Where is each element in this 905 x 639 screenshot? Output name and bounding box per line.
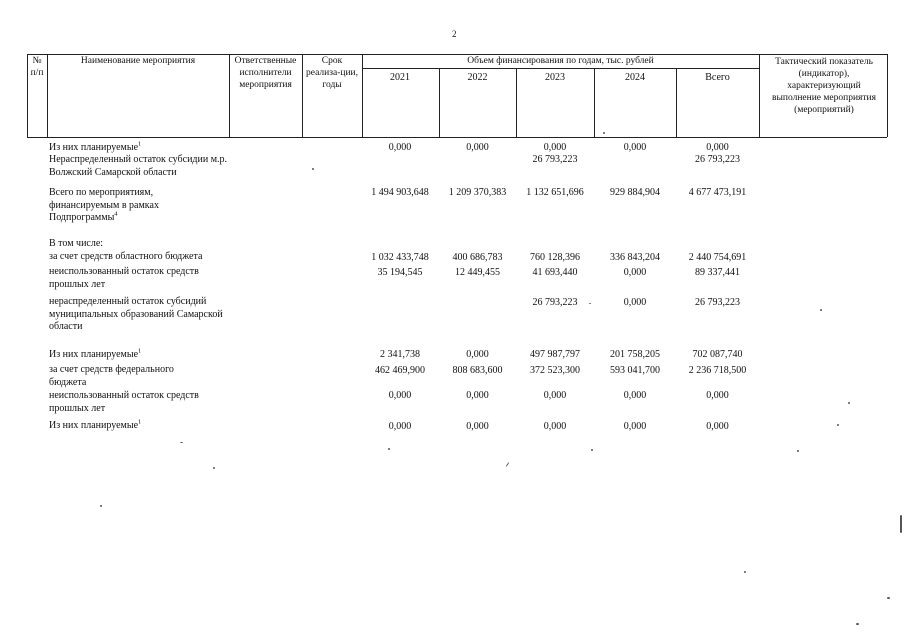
scan-speck <box>591 449 593 451</box>
row-value-total: 0,000 <box>706 421 729 432</box>
row-value-2022: 1 209 370,383 <box>448 187 507 198</box>
header-term: Срок реализа-ции, годы <box>306 56 358 90</box>
row-value-2022: 0,000 <box>466 349 489 360</box>
header-total: Всего <box>705 72 730 83</box>
row-label: Всего по мероприятиям, финансируемым в рамках Подпрограммы$^4$ <box>49 187 159 223</box>
scan-speck <box>603 132 605 134</box>
row-value-total: 2 440 754,691 <box>688 252 747 263</box>
row-value-2024: 0,000 <box>623 142 647 153</box>
row-value-2024: 593 041,700 <box>610 365 660 376</box>
row-value-total: 2 236 718,500 <box>688 365 747 376</box>
row-value-total: 0,000 <box>706 390 729 401</box>
scan-speck <box>820 309 822 311</box>
row-value-total: 702 087,740 <box>692 349 743 360</box>
row-label: за счет средств федерального бюджета <box>49 364 174 388</box>
row-value-2023: 760 128,396 <box>530 252 580 263</box>
row-value-2022: 808 683,600 <box>452 365 503 376</box>
row-value-2021: 0,000 <box>388 421 412 432</box>
row-value-2024: 0,000 <box>623 297 647 308</box>
row-value-2024: 929 884,904 <box>610 187 660 198</box>
scan-speck <box>837 424 839 426</box>
row-value-2022: 0,000 <box>466 421 489 432</box>
scan-speck <box>744 571 746 573</box>
row-label: за счет средств областного бюджета <box>49 251 203 262</box>
row-value-2022: 0,000 <box>466 390 489 401</box>
row-value-total: 89 337,441 <box>695 267 740 278</box>
col-line-10 <box>887 54 888 137</box>
scan-speck <box>213 467 215 469</box>
row-value-2023: 1 132 651,696 <box>526 187 584 198</box>
scan-speck <box>506 462 510 467</box>
header-year-2021: 2021 <box>390 72 410 83</box>
row-value-total: 4 677 473,191 <box>688 187 747 198</box>
row-label: Из них планируемые$^1$ <box>49 140 142 153</box>
row-value-2023: 26 793,223 <box>532 297 578 308</box>
row-value-2021: 0,000 <box>388 390 412 401</box>
header-indicator: Тактический показатель (индикатор), характеризующий выполнение мероприятия (мероприятий) <box>772 57 876 115</box>
row-value-2024: 0,000 <box>623 267 647 278</box>
row-value-2023: 372 523,300 <box>530 365 580 376</box>
row-value-2024: 336 843,204 <box>610 252 660 263</box>
row-value-total: 0,000 <box>706 142 729 153</box>
scan-speck <box>180 442 183 443</box>
row-value-2021: 462 469,900 <box>375 365 425 376</box>
row-value-2021: 35 194,545 <box>377 267 423 278</box>
scan-speck <box>856 623 859 625</box>
row-value-2021: 1 032 433,748 <box>371 252 429 263</box>
scan-speck <box>312 168 314 170</box>
row-value-2021: 0,000 <box>388 142 412 153</box>
col-line-9 <box>759 54 760 137</box>
row-value-2023: 41 693,440 <box>532 267 578 278</box>
row-value-2022: 0,000 <box>466 142 489 153</box>
col-line-3 <box>302 54 303 137</box>
row-value-2023: 0,000 <box>543 421 567 432</box>
row-label: неиспользованный остаток средств прошлых лет <box>49 266 199 290</box>
scan-speck <box>589 303 591 304</box>
header-responsible: Ответственные исполнители мероприятия <box>234 56 297 90</box>
row-label: неиспользованный остаток средств прошлых лет <box>49 390 199 414</box>
row-label: нераспределенный остаток субсидий муниципальных образований Самарской области <box>49 296 223 332</box>
row-value-total: 26 793,223 <box>695 297 740 308</box>
scan-speck <box>100 505 102 507</box>
row-value-2023: 26 793,223 <box>532 154 578 165</box>
scan-speck <box>388 448 390 450</box>
scan-speck <box>887 597 890 599</box>
row-value-2024: 201 758,205 <box>610 349 660 360</box>
header-num: № п/п <box>30 56 44 78</box>
scan-speck <box>900 515 902 533</box>
row-value-2022: 400 686,783 <box>452 252 503 263</box>
header-year-2024: 2024 <box>625 72 645 83</box>
scan-speck <box>848 402 850 404</box>
row-value-total: 26 793,223 <box>695 154 740 165</box>
row-label: Нераспределенный остаток субсидии м.р. Волжский Самарской области <box>49 154 228 178</box>
row-value-2021: 1 494 903,648 <box>371 187 429 198</box>
row-label: В том числе: <box>49 238 104 249</box>
scan-speck <box>797 450 799 452</box>
row-value-2024: 0,000 <box>623 421 647 432</box>
page-number: 2 <box>452 29 457 39</box>
row-label: Из них планируемые$^1$ <box>49 347 142 360</box>
header-name: Наименование мероприятия <box>80 56 196 66</box>
header-year-2023: 2023 <box>545 72 565 83</box>
header-funding: Объем финансирования по годам, тыс. рублей <box>467 56 654 66</box>
row-value-2021: 2 341,738 <box>380 349 420 360</box>
table-header-bottom-border <box>27 137 887 138</box>
row-value-2023: 0,000 <box>543 390 567 401</box>
row-value-2023: 0,000 <box>543 142 567 153</box>
row-label: Из них планируемые$^1$ <box>49 418 142 431</box>
row-value-2024: 0,000 <box>623 390 647 401</box>
row-value-2023: 497 987,797 <box>530 349 580 360</box>
header-year-2022: 2022 <box>467 72 488 83</box>
row-value-2022: 12 449,455 <box>455 267 500 278</box>
funding-subheader-line <box>362 68 759 69</box>
